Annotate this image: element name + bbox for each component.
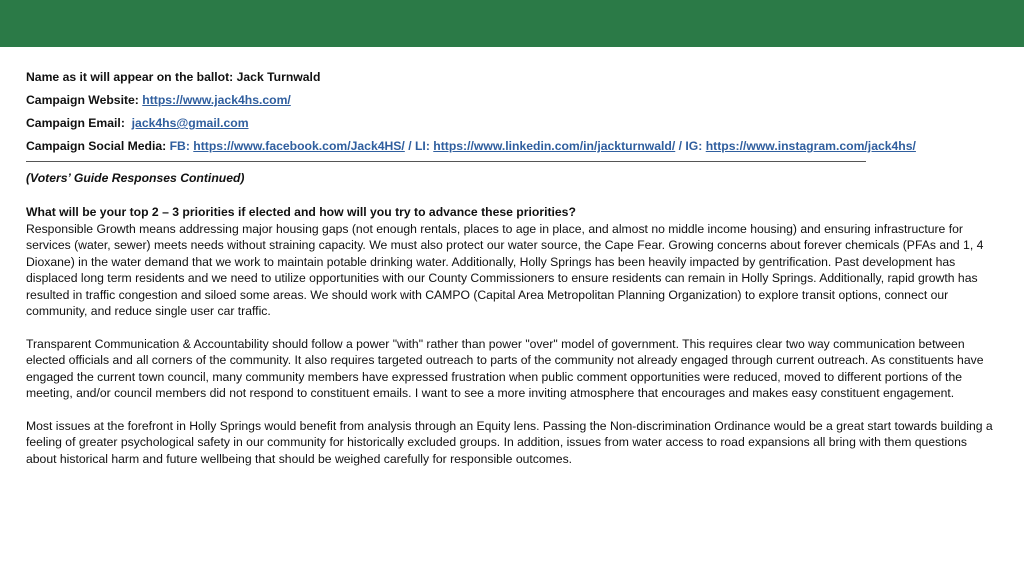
social-separator-1: / — [404, 139, 415, 153]
answer-paragraph-communication: Transparent Communication & Accountability should follow a power "with" rather than power "over" model of government. This requires clear two way communication between elected officials and all corners of the community. It also requires targeted outreach to parts of the community not already engaged through current outreach. As constituents have engaged the current town council, many community members have expressed frustration when public comment opportunities were reduced, moved to different portions of the meeting, and/or council members did not respond to constituent emails. I want to see a more inviting atmosphere that encourages and makes easy constituent engagement. — [26, 336, 984, 400]
ballot-name-line — [26, 69, 996, 85]
campaign-social-label: Campaign Social Media: — [26, 139, 170, 153]
facebook-prefix: FB: — [169, 139, 194, 153]
campaign-email-line — [26, 115, 996, 131]
instagram-prefix: IG: — [685, 139, 706, 153]
facebook-link[interactable]: https://www.facebook.com/Jack4HS/ — [193, 139, 405, 153]
ballot-name-value: Jack Turnwald — [236, 70, 321, 84]
instagram-link[interactable]: https://www.instagram.com/jack4hs/ — [705, 139, 916, 153]
campaign-website-link[interactable]: https://www.jack4hs.com/ — [142, 93, 291, 107]
section-divider — [26, 161, 866, 162]
answer-paragraph-equity: Most issues at the forefront in Holly Springs would benefit from analysis through an Equity lens. Passing the Non-discrimination Ordinance would be a great start towards building a feeling of greater psychological safety in our community for historically excluded groups. In addition, issues from water access to road expansions all bring with them questions about historical harm and future wellbeing that should be weighed carefully for responsible outcomes. — [26, 418, 993, 466]
continued-heading: (Voters’ Guide Responses Continued) — [26, 171, 245, 185]
campaign-social-line — [26, 138, 996, 154]
campaign-website-line — [26, 92, 996, 108]
social-separator-2: / — [675, 139, 686, 153]
answer-paragraph-growth: Responsible Growth means addressing major housing gaps (not enough rentals, places to age in place, and almost no middle income housing) and ensuring infrastructure for services (water, sewer) meets needs without straining capacity. We must also protect our water source, the Cape Fear. Growing concerns about forever chemicals (PFAs and 1, 4 Dioxane) in the water demand that we work to maintain potable drinking water. Additionally, Holly Springs has been heavily impacted by gentrification. Past development has displaced long term residents and we need to utilize opportunities with our County Commissioners to ensure residents can remain in Holly Springs. Additionally, rapid growth has resulted in traffic congestion and siloed some areas. We should work with CAMPO (Capital Area Metropolitan Planning Organization) to explore transit options, connect our community, and reduce single user car traffic. — [26, 221, 984, 318]
campaign-email-link[interactable]: jack4hs@gmail.com — [131, 116, 249, 130]
campaign-website-label: Campaign Website: — [26, 93, 143, 107]
campaign-email-label: Campaign Email: — [26, 116, 132, 130]
header-bar — [0, 0, 1024, 47]
linkedin-link[interactable]: https://www.linkedin.com/in/jackturnwald/ — [433, 139, 676, 153]
ballot-name-label: Name as it will appear on the ballot: — [26, 70, 237, 84]
priorities-question: What will be your top 2 – 3 priorities if elected and how will you try to advance these priorities? — [26, 205, 576, 219]
document-content — [26, 69, 996, 483]
linkedin-prefix: LI: — [414, 139, 434, 153]
